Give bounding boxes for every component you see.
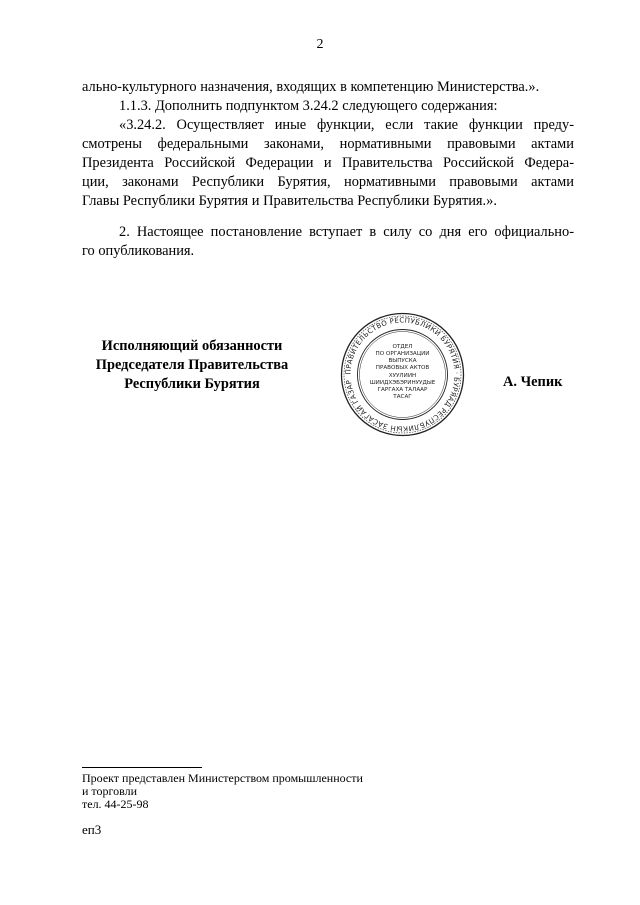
body-line: смотрены федеральными законами, нормативными правовыми актами [82, 136, 574, 152]
signatory-title-line: Республики Бурятия [124, 376, 260, 392]
body-line: ально-культурного назначения, входящих в компетенцию Министерства.». [82, 79, 540, 95]
seal-inner-line: ХУУЛИИН [388, 373, 417, 379]
signer-name: А. Чепик [503, 374, 563, 390]
footnote-line: и торговли [82, 784, 138, 798]
official-seal [340, 312, 465, 437]
body-line: ции, законами Республики Бурятия, нормативными правовыми актами [82, 174, 574, 190]
seal-inner-line: ОТДЕЛ [392, 344, 413, 350]
body-line: 1.1.3. Дополнить подпунктом 3.24.2 следующего содержания: [119, 98, 498, 114]
signatory-title [72, 337, 312, 394]
body-line: 2. Настоящее постановление вступает в силу со дня его официально- [119, 224, 574, 240]
signatory-title-line: Исполняющий обязанности [101, 338, 283, 354]
executor-code: еп3 [82, 822, 102, 837]
seal-inner-line: ПРАВОВЫХ АКТОВ [375, 365, 430, 371]
seal-inner-line: ГАРГАХА ТАЛААР [377, 387, 428, 393]
seal-inner-line: ПО ОРГАНИЗАЦИИ [375, 351, 430, 357]
body-line: «3.24.2. Осуществляет иные функции, если такие функции преду- [119, 117, 574, 133]
body-line: Президента Российской Федерации и Правительства Российской Федера- [82, 155, 574, 171]
footnote-divider [82, 767, 202, 768]
page-number: 2 [316, 37, 324, 52]
seal-inner-line: ШИИДХЭБЭРИНУУДЫЕ [369, 380, 436, 386]
seal-outer-text: ПРАВИТЕЛЬСТВО РЕСПУБЛИКИ БУРЯТИЯ · БУРЯАД РЕСПУБЛИКЫН ЗАСАГАЙ ГАЗАР [344, 316, 461, 433]
body-line: го опубликования. [82, 243, 195, 259]
seal-inner-line: ВЫПУСКА [388, 358, 417, 364]
footnote-line: Проект представлен Министерством промышленности [82, 771, 363, 785]
body-line: Главы Республики Бурятия и Правительства Республики Бурятия.». [82, 193, 497, 209]
seal-inner-line: ТАСАГ [393, 394, 412, 400]
footnote-line: тел. 44-25-98 [82, 797, 149, 811]
signatory-title-line: Председателя Правительства [95, 357, 289, 373]
